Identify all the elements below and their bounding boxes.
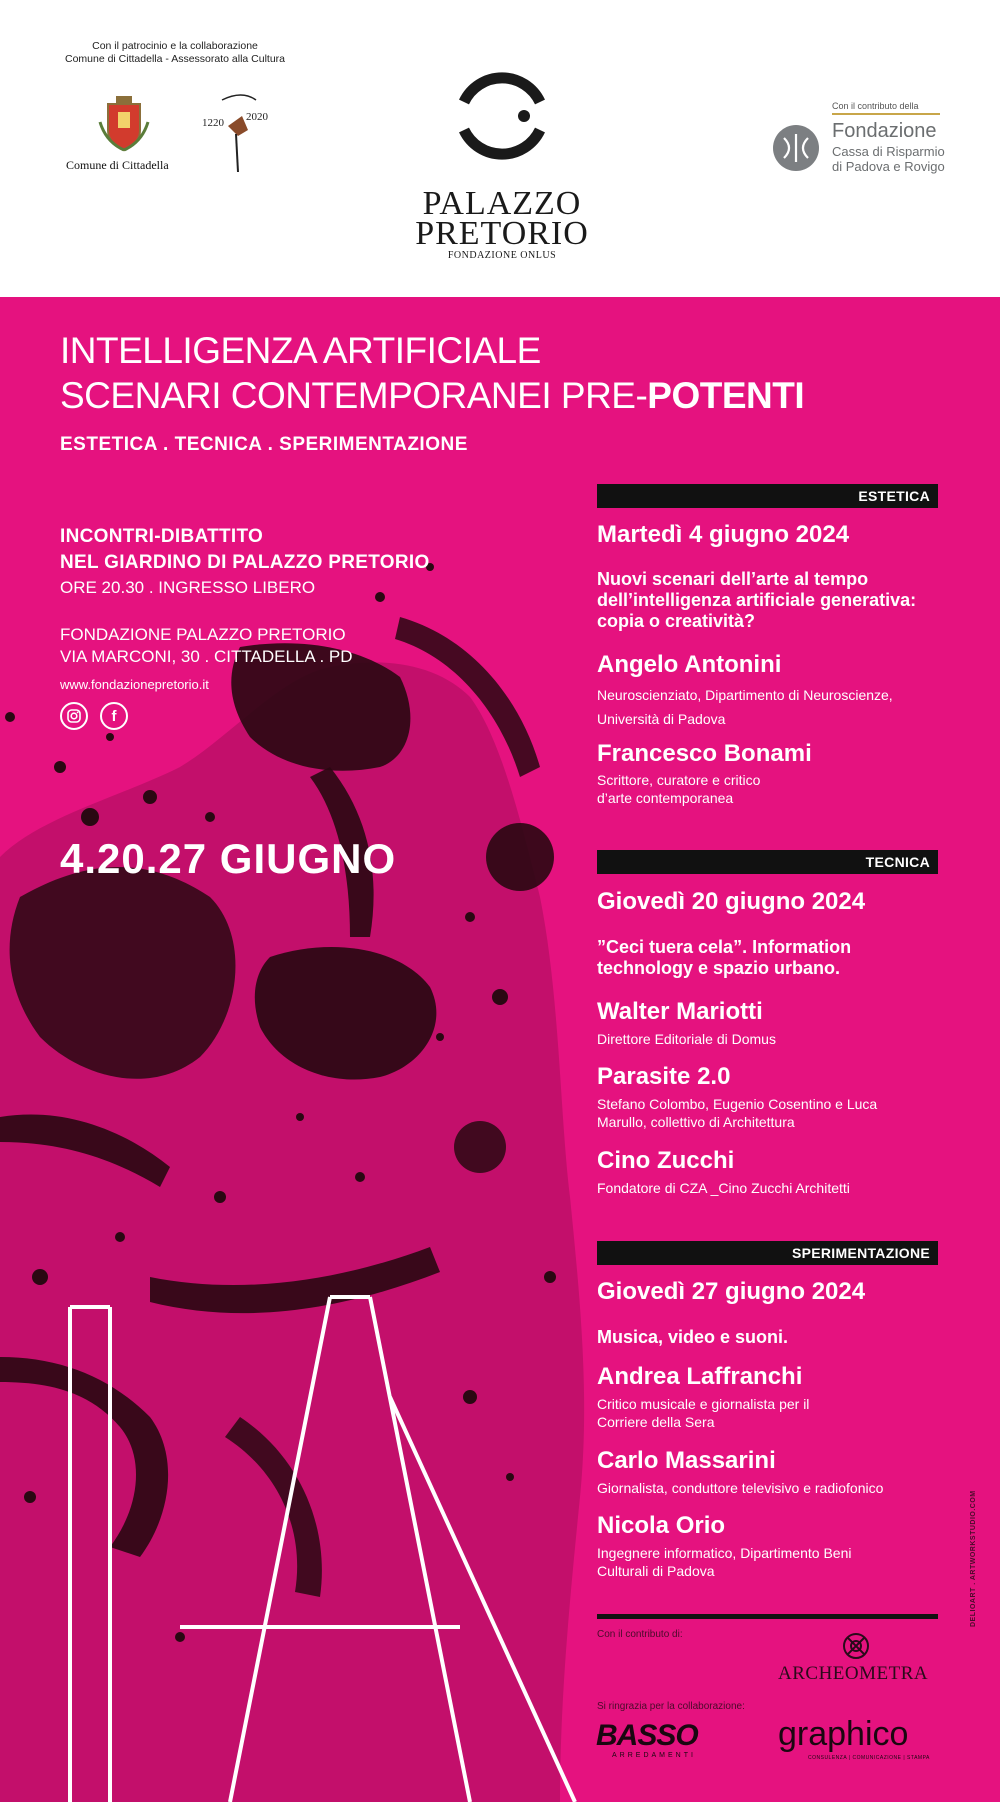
address-line2: VIA MARCONI, 30 . CITTADELLA . PD bbox=[60, 647, 353, 666]
brand-subtitle: FONDAZIONE ONLUS bbox=[447, 250, 557, 261]
graphico-subtitle: CONSULENZA | COMUNICAZIONE | STAMPA bbox=[808, 1755, 930, 1761]
poster-subtitle: ESTETICA . TECNICA . SPERIMENTAZIONE bbox=[60, 434, 468, 455]
session-topic: Nuovi scenari dell’arte al tempo dell’intelligenza artificiale generativa: copia o creatività? bbox=[597, 569, 917, 631]
patronage-line2: Comune di Cittadella - Assessorato alla Cultura bbox=[64, 53, 286, 65]
palazzo-pretorio-logo-icon bbox=[446, 60, 558, 172]
fondazione-cariparo-logo-icon bbox=[772, 124, 820, 172]
contrib-label: Con il contributo di: bbox=[597, 1629, 683, 1640]
speaker-name: Angelo Antonini bbox=[597, 651, 782, 678]
incontri-line3: ORE 20.30 . INGRESSO LIBERO bbox=[60, 578, 316, 597]
thanks-label: Si ringrazia per la collaborazione: bbox=[597, 1701, 745, 1712]
session-date: Martedì 4 giugno 2024 bbox=[597, 521, 850, 548]
facebook-icon[interactable]: f bbox=[100, 702, 128, 730]
poster-title-line2 bbox=[60, 375, 804, 417]
brand-name-line2: PRETORIO bbox=[415, 215, 589, 252]
section-bar-tecnica: TECNICA bbox=[597, 850, 938, 874]
speaker-role: Scrittore, curatore e critico d’arte contemporanea bbox=[597, 772, 761, 806]
svg-text:2020: 2020 bbox=[246, 111, 268, 123]
instagram-icon[interactable] bbox=[60, 702, 88, 730]
poster-body bbox=[0, 297, 1000, 1802]
patronage-line1: Con il patrocinio e la collaborazione bbox=[92, 40, 258, 52]
incontri-line2: NEL GIARDINO DI PALAZZO PRETORIO bbox=[60, 552, 430, 573]
speaker-role: Fondatore di CZA _Cino Zucchi Architetti bbox=[597, 1180, 850, 1196]
section-bar-estetica: ESTETICA bbox=[597, 484, 938, 508]
session-topic: Musica, video e suoni. bbox=[597, 1327, 789, 1347]
session-date: Giovedì 27 giugno 2024 bbox=[597, 1278, 866, 1305]
poster-title-line2-regular: SCENARI CONTEMPORANEI PRE- bbox=[60, 375, 648, 416]
section-bar-sperimentazione: SPERIMENTAZIONE bbox=[597, 1241, 938, 1265]
speaker-name: Nicola Orio bbox=[597, 1512, 726, 1539]
sponsor-divider bbox=[832, 113, 940, 115]
speaker-role: Giornalista, conduttore televisivo e radiofonico bbox=[597, 1480, 884, 1496]
cittadella-anniversary-logo-icon bbox=[200, 86, 280, 176]
address-line1: FONDAZIONE PALAZZO PRETORIO bbox=[60, 625, 346, 644]
poster-title-line2-bold: POTENTI bbox=[647, 375, 805, 416]
speaker-name: Andrea Laffranchi bbox=[597, 1363, 803, 1390]
sponsor-name: Fondazione bbox=[832, 120, 937, 142]
cittadella-crest-icon bbox=[96, 92, 152, 154]
session-date: Giovedì 20 giugno 2024 bbox=[597, 888, 866, 915]
speaker-role: Ingegnere informatico, Dipartimento Beni Culturali di Padova bbox=[597, 1545, 852, 1579]
session-topic: ”Ceci tuera cela”. Information technology e spazio urbano. bbox=[597, 937, 852, 978]
sponsor-intro: Con il contributo della bbox=[832, 101, 919, 111]
poster-title-line1: INTELLIGENZA ARTIFICIALE bbox=[60, 330, 541, 371]
brand-name-line1: PALAZZO bbox=[422, 185, 582, 222]
speaker-name: Francesco Bonami bbox=[597, 740, 812, 767]
speaker-name: Cino Zucchi bbox=[597, 1147, 735, 1174]
incontri-line1: INCONTRI-DIBATTITO bbox=[60, 526, 264, 547]
sponsor-line3: di Padova e Rovigo bbox=[832, 159, 945, 174]
event-dates: 4.20.27 GIUGNO bbox=[60, 835, 397, 882]
patronage-text bbox=[60, 40, 290, 66]
artwork-credit: DELIOART . ARTWORKSTUDIO.COM bbox=[970, 1490, 977, 1627]
graphico-logo: graphico bbox=[778, 1715, 909, 1753]
speaker-name: Parasite 2.0 bbox=[597, 1063, 731, 1090]
archeometra-logo-icon bbox=[842, 1632, 870, 1660]
speaker-role: Critico musicale e giornalista per il Corriere della Sera bbox=[597, 1396, 810, 1430]
speaker-role: Neuroscienziato, Dipartimento di Neuroscienze, Università di Padova bbox=[597, 687, 893, 727]
basso-logo: BASSO bbox=[596, 1719, 698, 1752]
website-link[interactable]: www.fondazionepretorio.it bbox=[60, 677, 209, 692]
speaker-role: Direttore Editoriale di Domus bbox=[597, 1031, 776, 1047]
archeometra-name: ARCHEOMETRA bbox=[778, 1663, 929, 1684]
footer-divider bbox=[597, 1614, 938, 1619]
header bbox=[0, 0, 1000, 297]
speaker-name: Carlo Massarini bbox=[597, 1447, 776, 1474]
comune-name: Comune di Cittadella bbox=[66, 158, 169, 172]
speaker-role: Stefano Colombo, Eugenio Cosentino e Luca Marullo, collettivo di Architettura bbox=[597, 1096, 878, 1130]
basso-subtitle: ARREDAMENTI bbox=[612, 1752, 696, 1759]
svg-text:1220: 1220 bbox=[202, 117, 224, 129]
sponsor-line2: Cassa di Risparmio bbox=[832, 144, 945, 159]
speaker-name: Walter Mariotti bbox=[597, 998, 763, 1025]
